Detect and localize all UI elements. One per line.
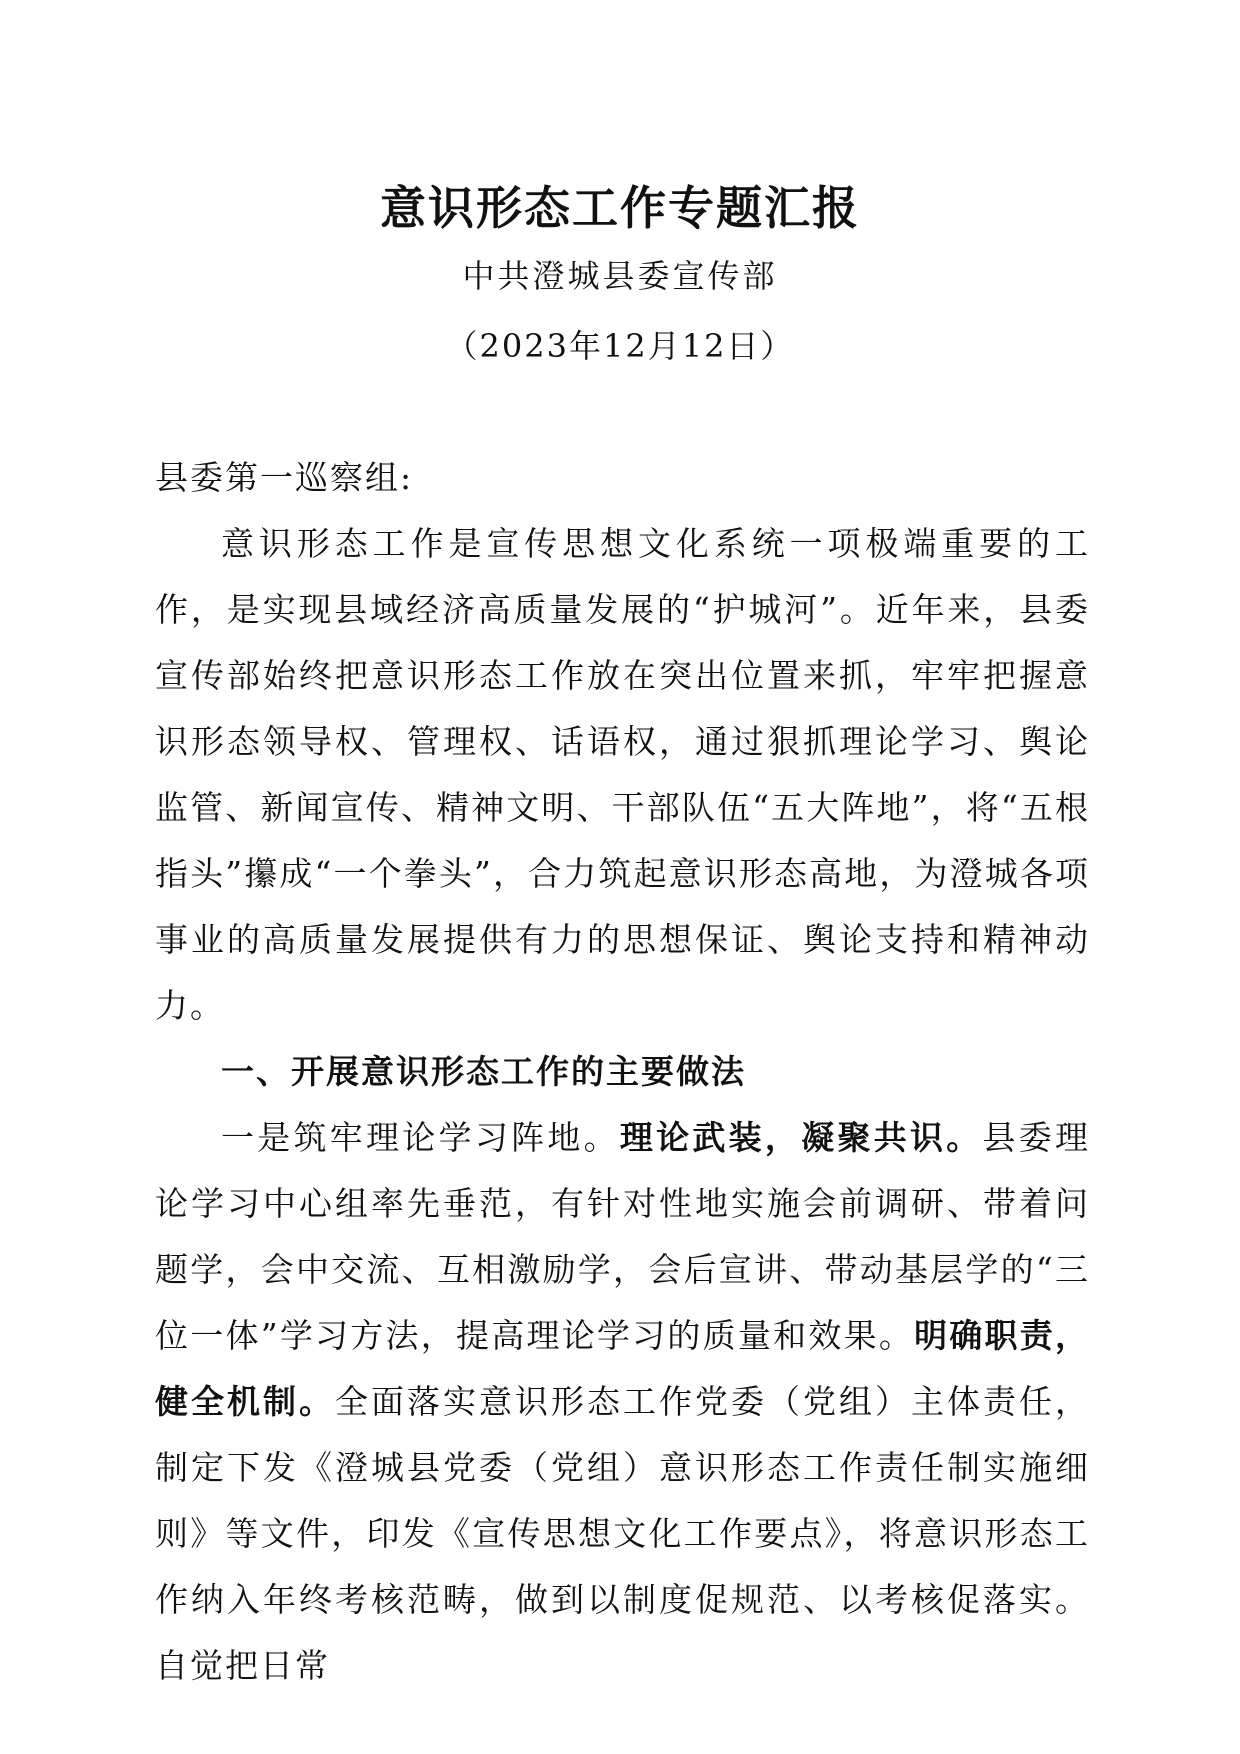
- document-title: 意识形态工作专题汇报: [380, 181, 860, 235]
- bold-subheading-1: 理论武装，凝聚共识。: [619, 1118, 983, 1157]
- salutation: 县委第一巡察组:: [155, 458, 414, 497]
- issuing-organization: 中共澄城县委宣传部: [462, 257, 778, 295]
- paragraph-theory-study: [155, 1105, 1090, 1699]
- section-heading-1: 一、开展意识形态工作的主要做法: [221, 1052, 746, 1091]
- paragraph-lead: 一是筑牢理论学习阵地。: [221, 1118, 620, 1157]
- intro-paragraph: 意识形态工作是宣传思想文化系统一项极端重要的工作，是实现县域经济高质量发展的“护城河”。近年来，县委宣传部始终把意识形态工作放在突出位置来抓，牢牢把握意识形态领导权、管理权、话语权，通过狠抓理论学习、舆论监管、新闻宣传、精神文明、干部队伍“五大阵地”，将“五根指头”攥成“一个拳头”，合力筑起意识形态高地，为澄城各项事业的高质量发展提供有力的思想保证、舆论支持和精神动力。: [155, 524, 1090, 1025]
- document-body: [155, 445, 1090, 1699]
- document-date: （2023年12月12日）: [445, 327, 795, 365]
- bold-subheading-2: 明确职责，健全机制。: [155, 1316, 1091, 1421]
- paragraph-text-2: 全面落实意识形态工作党委（党组）主体责任，制定下发《澄城县党委（党组）意识形态工作责任制实施细则》等文件，印发《宣传思想文化工作要点》，将意识形态工作纳入年终考核范畴，做到以制度促规范、以考核促落实。自觉把日常: [155, 1382, 1090, 1685]
- paragraph-text-1: 县委理论学习中心组率先垂范，有针对性地实施会前调研、带着问题学，会中交流、互相激励学，会后宣讲、带动基层学的“三位一体”学习方法，提高理论学习的质量和效果。: [155, 1118, 1091, 1355]
